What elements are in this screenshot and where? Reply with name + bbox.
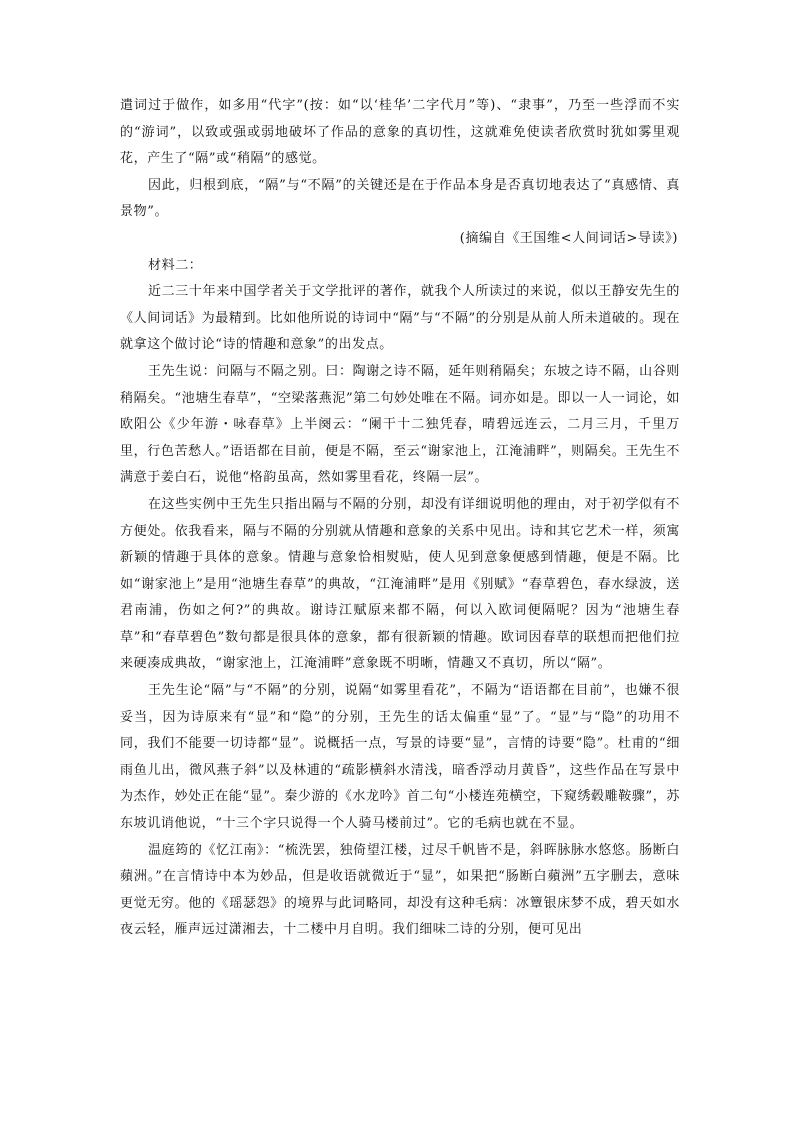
paragraph-wang-quote: 王先生说：问隔与不隔之别。曰：陶谢之诗不隔，延年则稍隔矣；东坡之诗不隔，山谷则稍隔矣。“池塘生春草”，“空梁落燕泥”第二句妙处唯在不隔。词亦如是。即以一人一词论，如欧阳公《少年游・咏春草》上半阕云：“阑干十二独凭春，晴碧远连云，二月三月，千里万里，行色苦愁人。”语语都在目前，便是不隔，至云“谢家池上，江淹浦畔”，则隔矣。王先生不满意于姜白石，说他“格韵虽高，然如雾里看花，终隔一层”。 bbox=[120, 363, 680, 486]
paragraph-continued: 遣词过于做作，如多用“代字”(按：如“以‘桂华’二字代月”等)、“隶事”，乃至一些浮而不实的“游词”，以致或强或弱地破坏了作品的意象的真切性，这就难免使读者欣赏时犹如雾里观花，产生了“隔”或“稍隔”的感觉。 bbox=[120, 98, 680, 167]
paragraph-xian-yin: 王先生论“隔”与“不隔”的分别，说隔“如雾里看花”，不隔为“语语都在目前”，也嫌不很妥当，因为诗原来有“显”和“隐”的分别，王先生的话太偏重“显”了。“显”与“隐”的功用不同，我们不能要一切诗都“显”。说概括一点，写景的诗要“显”，言情的诗要“隐”。杜甫的“细雨鱼儿出，微风燕子斜”以及林逋的“疏影横斜水清浅，暗香浮动月黄昏”，这些作品在写景中为杰作，妙处正在能“显”。秦少游的《水龙吟》首二句“小楼连苑横空，下窥绣毂雕鞍骤”，苏东坡讥诮他说，“十三个字只说得一个人骑马楼前过”。它的毛病也就在不显。 bbox=[120, 683, 680, 832]
source-citation: (摘编自《王国维<人间词话>导读》) bbox=[459, 230, 678, 246]
paragraph-conclusion: 因此，归根到底，“隔”与“不隔”的关键还是在于作品本身是否真切地表达了“真感情、真景物”。 bbox=[120, 177, 680, 220]
paragraph-intro: 近二三十年来中国学者关于文学批评的著作，就我个人所读过的来说，似以王静安先生的《人间词话》为最精到。比如他所说的诗词中“隔”与“不隔”的分别是从前人所未道破的。现在就拿这个做讨论“诗的情趣和意象”的出发点。 bbox=[120, 284, 680, 353]
article-body bbox=[120, 93, 680, 944]
material-two-heading: 材料二： bbox=[148, 257, 203, 273]
paragraph-analysis: 在这些实例中王先生只指出隔与不隔的分别，却没有详细说明他的理由，对于初学似有不方便处。依我看来，隔与不隔的分别就从情趣和意象的关系中见出。诗和其它艺术一样，须寓新颖的情趣于具体的意象。情趣与意象恰相熨贴，使人见到意象便感到情趣，便是不隔。比如“谢家池上”是用“池塘生春草”的典故，“江淹浦畔”是用《别赋》“春草碧色，春水绿波，送君南浦，伤如之何?”的典故。谢诗江赋原来都不隔，何以入欧词便隔呢？因为“池塘生春草”和“春草碧色”数句都是很具体的意象，都有很新颖的情趣。欧词因春草的联想而把他们拉来硬凑成典故，“谢家池上，江淹浦畔”意象既不明晰，情趣又不真切，所以“隔”。 bbox=[120, 496, 680, 672]
paragraph-wen-tingyun: 温庭筠的《忆江南》：“梳洗罢，独倚望江楼，过尽千帆皆不是，斜晖脉脉水悠悠。肠断白蘋洲。”在言情诗中本为妙品，但是收语就微近于“显”，如果把“肠断白蘋洲”五字删去，意味更觉无穷。他的《瑶瑟怨》的境界与此词略同，却没有这种毛病：冰簟银床梦不成，碧天如水夜云轻，雁声远过潇湘去，十二楼中月自明。我们细味二诗的分别，便可见出 bbox=[120, 842, 680, 938]
